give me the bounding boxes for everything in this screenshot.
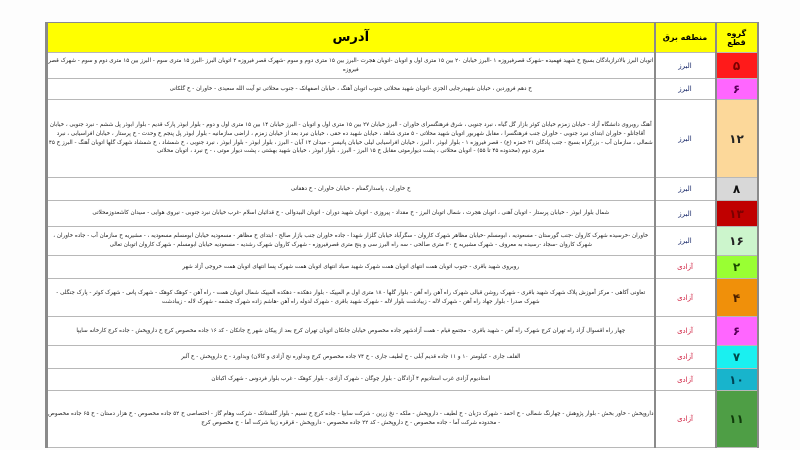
table-row [47, 53, 758, 79]
outage-group-cell: ۷ [716, 346, 758, 369]
outage-group-cell: ۱۱ [716, 391, 758, 448]
outage-group-cell: ۸ [716, 178, 758, 201]
power-region-cell: البرز [655, 178, 716, 201]
address-cell: شمال بلوار ابوذر - خیابان پرستار - اتوبان آهنی ، اتوبان هجرت ، شمال اتوبان البرز - خ مقداد - پیروزی - اتوبان شهید دوران - اتوبان البیدوالی - خ قدائیان اسلام -غرب خیابان نبرد جنوبی - نیروی هوایی - سیدان کاشعدوزمحلاتی [47, 201, 655, 227]
address-cell: تعاونی آکاهی - مرکز آموزش پلاک شهرک شهید باقری - شهرک روشن قبالی شهرک راه آهن راه آهن - بلوار گلها - ۱۸ متری اول م المپیک - بلوار دهکده - دهکده المپیک شمال اتوبان همت - راه آهن - کوهک کوهک - شهرک پاس - شهرک کوثر - پارک جنگلی - شهرک صدرا - بلوار جهاد راه آهن - شهرک لاله - زیبادشت بلوار لاله - شهرک شهید باقری - شهرک لدوله راه آهن -هاشم زاده شهرک چشمه - شهرک لاله - زیبادشت [47, 279, 655, 317]
power-region-cell: آزادی [655, 391, 716, 448]
power-region-cell: البرز [655, 53, 716, 79]
power-outage-table [45, 22, 759, 448]
address-cell: خ دهم فروردین ، خیابان شهیدرجایی الجزی -اتوبان شهید محلاتی جنوب اتوبان آهنگ ، خیابان اصفهانک - جنوب محلاتی تو آیت الله سعیدی - خاوران - خ گلکانی [47, 79, 655, 100]
address-cell: روبروی شهید باقری - جنوب اتوبان همت انتهای اتوبان همت شهرک شهید صیاد انتهای اتوبان همت شهرک پسا انتهای اتوبان همت خروجی آزاد شهر [47, 256, 655, 279]
header-power-region: منطقه برق [655, 23, 716, 53]
header-address: آدرس [47, 23, 655, 53]
outage-group-cell: ۴ [716, 279, 758, 317]
power-region-cell: البرز [655, 201, 716, 227]
header-outage-group: گروه قطع [716, 23, 758, 53]
outage-group-cell: ۱۰ [716, 369, 758, 391]
table-row [47, 279, 758, 317]
address-cell: خاوران -خرسیده شهرک کاروان -جنب گورستان - مسعودیه ، ابومسلم -خیابان مظاهر شهرک کاروان - سگرآباد خیابان گلزار شهدا - جاده خاوران جنب بازار صالح - ابتدای خ مظاهر - مسعودیه خیابان ابومسلم مسعودیه ، - مشیریه خ سازمان آب - جاده خاوران ، شهرک کاروان -سجاد -رسیده به معروف - شهرک مشیریه خ ۳۰ متری صالحی - سه راه البرز سی و پنج متری قصرفیروزه - شهرک کاروان شهرک رشدیه - مسعودیه خیابان ابومسلم - شهرک کاروان اتوبان تعالی [47, 227, 655, 256]
power-region-cell: آزادی [655, 317, 716, 346]
table-row [47, 256, 758, 279]
table-row [47, 100, 758, 178]
address-cell: آهنگ روبروی دانشگاه آزاد - خیابان زمزم خیابان کوثر بازار گل گیاه ، نبرد جنوبی ، شرق فرهنگسرای خاوران - البرز خیابان ۲۷ بین ۱۵ متری اول و اتوبان - البرز خیابان ۱۴ بین ۱۵ متری اول و دوم - بلوار ابوذر پارک قدیم - بلوار ابوذر پل ششم - نبرد جنوبی ، خیابان آقاجانلو - خاوران ابتدای نبرد جنوبی - خاوران جنب فرهنگسرا ، مقابل شهربور اتوبان شهید محلاتی - ۵ متری شاهد ، خیابان شهید ده حقی ، خیابان نبرد بعد از خیابان زمزم ، اراضی سازمانیه - بلوار ابوذر پل پنجم خ وحدت - خ پرستار ، خیابان افراسیابی ، نبرد شمالی ، سازمان آب - بزرگراه بسیج - جنب پادگان ۲۱ حمزه (ع) - قصر فیروزه ۱ - بلوار ابوذر ، البرز ، خیابان افراسیابی لیلی خیابان پانیسر - میدان ۱۴ آبان - البرز ، بلوار ابوذر - بلوار ابوذر ، نبرد جنوبی ، خ شمشاد ، خ شمشاد شهرک گلها اتوبان آهنگ - البرز خ ۴۵ متری دوم (محدوده ۴۵ تا ۵۵) - اتوبان محلاتی ، پشت دیوارموتی مقابل خ ۱۵ البرز - البرز ، بلوار ابوذر ، خیابان شهید بهشتی ، پشت دیوار موتی ، - خ نبرد ، اتوبان محلاتی [47, 100, 655, 178]
outage-group-cell: ۲ [716, 256, 758, 279]
power-region-cell: البرز [655, 79, 716, 100]
outage-group-cell: ۶ [716, 79, 758, 100]
address-cell: القلف جاری - کیلومتر ۱۰ و ۱۱ جاده قدیم آبلی - خ لطیف جاری - خ ۷۴ جاده مخصوص کرج وبداوره نح آزادی و کالان) وبداورد - خ داروپخش - خ آلبر [47, 346, 655, 369]
table-row [47, 369, 758, 391]
address-cell: استادیوم آزادی غرب استادیوم ۴ آزادگان - بلوار چوگان - شهرک آزادی - بلوار کوهک - غرب بلوار فردوس - شهرک اکباتان [47, 369, 655, 391]
power-region-cell: آزادی [655, 369, 716, 391]
power-region-cell: آزادی [655, 256, 716, 279]
address-cell: داروپخش - خاور بخش - بلوار پژوهش - چهارنگ شمالی - خ احمد - شهرک دژبان - خ لطیف - داروپخش - ملکه - نخ زرین - شرکت سایپا - جاده کرج خ نسیم - بلوار گلستانک - شرکت وهام گاز - اختصاصی خ ۵۲ جاده مخصوص - خ هزار دستان - خ ۶۵ جاده مخصوص - محدوده شرکت آما - جاده مخصوص - خ داروپخش - کد ۲۲ جاده مخصوص - داروپخش - قرقره زیبا شرکت آما - خ مخصوص کرج [47, 391, 655, 448]
power-region-cell: آزادی [655, 346, 716, 369]
outage-group-cell: ۱۲ [716, 100, 758, 178]
table-header-row [47, 23, 758, 53]
table-row [47, 227, 758, 256]
outage-group-cell: ۵ [716, 53, 758, 79]
table-body [47, 53, 758, 448]
address-cell: اتوبان البرز بالاترازبادگان بسیج خ شهید فهمیده -شهرک قصرفیروزه ۱ -البرز خیابان ۲۰ بین ۱۵ متری اول و اتوبان -اتوبان هجرت -البرز بین ۱۵ متری دوم و سوم -شهرک قصر فیروزه ۲ اتوبان البرز -البرز ۱۵ متری سوم - البرز بین ۱۵ متری دوم و سوم - شهرک قصر فیروزه [47, 53, 655, 79]
outage-group-cell: ۶ [716, 317, 758, 346]
table-row [47, 201, 758, 227]
table-row [47, 391, 758, 448]
address-cell: خ خاوران ، پاسدارگمنام - خیابان خاوران - خ دهقانی [47, 178, 655, 201]
address-cell: چهار راه اقسوال آزاد راه تهران کرج شهرک راه آهن - شهید باقری - مجتمع فیام - همت آزادشهر جاده مخصوص خیابان جانکان اتوبان تهران کرج بعد از پیکان شهر خ جانکان - کد ۱۶ جاده مخصوص کرج خ داروپخش - جاده کرج کارخانه سایپا [47, 317, 655, 346]
table-row [47, 178, 758, 201]
table-row [47, 346, 758, 369]
outage-group-cell: ۱۳ [716, 201, 758, 227]
table-row [47, 317, 758, 346]
power-region-cell: البرز [655, 227, 716, 256]
table-row [47, 79, 758, 100]
power-region-cell: آزادی [655, 279, 716, 317]
power-region-cell: البرز [655, 100, 716, 178]
outage-group-cell: ۱۶ [716, 227, 758, 256]
